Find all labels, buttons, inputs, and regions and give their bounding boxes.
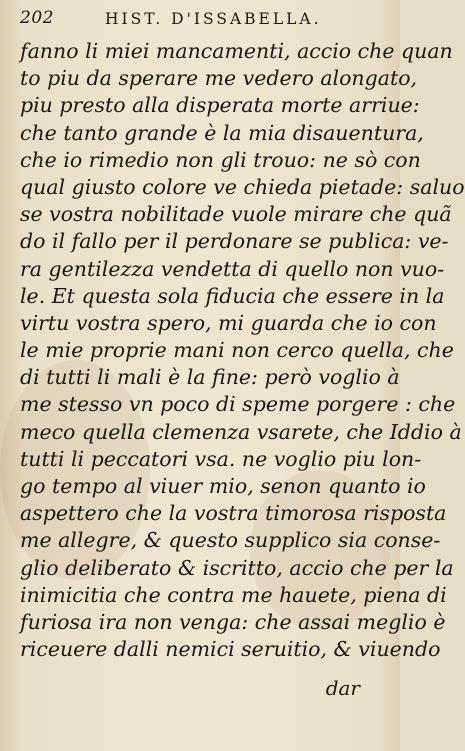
text-line: to piu da sperare me vedero alongato, <box>20 66 418 91</box>
text-line: di tutti li mali è la fine: però voglio à <box>20 365 400 390</box>
text-line: aspettero che la vostra timorosa risposta <box>20 501 447 526</box>
text-line: piu presto alla disperata morte arriue: <box>20 93 420 118</box>
body-text <box>20 38 465 663</box>
text-line: se vostra nobilitade vuole mirare che quã <box>20 202 452 227</box>
page-header <box>20 8 375 34</box>
text-line: tutti li peccatori vsa. ne voglio piu lon- <box>20 446 422 471</box>
text-line: go tempo al viuer mio, senon quanto io <box>20 474 426 498</box>
text-line: me stesso vn poco di speme porgere : che <box>20 392 456 417</box>
text-line: qual giusto colore ve chieda pietade: saluo <box>20 174 465 199</box>
text-line: do il fallo per il perdonare se publica: ve- <box>20 229 449 254</box>
text-line: inimicitia che contra me hauete, piena di <box>20 582 447 607</box>
text-line: che tanto grande è la mia disauentura, <box>20 120 424 145</box>
text-line: fanno li miei mancamenti, accio che quan <box>20 39 453 63</box>
page-number: 202 <box>20 8 54 28</box>
running-title: HIST. D'ISSABELLA. <box>105 10 322 28</box>
text-line: furiosa ira non venga: che assai meglio è <box>20 609 446 634</box>
text-line: ra gentilezza vendetta di quello non vuo- <box>20 256 445 281</box>
text-line: virtu vostra spero, mi guarda che io con <box>20 310 437 335</box>
text-line: glio deliberato & iscritto, accio che per la <box>20 555 454 580</box>
text-line: le mie proprie mani non cerco quella, che <box>20 338 454 363</box>
text-line: meco quella clemenza vsarete, che Iddio à <box>20 419 462 444</box>
text-line: me allegre, & questo supplico sia conse- <box>20 528 441 553</box>
text-line: riceuere dalli nemici seruitio, & viuendo <box>20 637 441 662</box>
text-line: che io rimedio non gli trouo: ne sò con <box>20 147 421 172</box>
text-line: le. Et questa sola fiducia che essere in la <box>20 283 445 308</box>
catchword: dar <box>325 676 360 700</box>
